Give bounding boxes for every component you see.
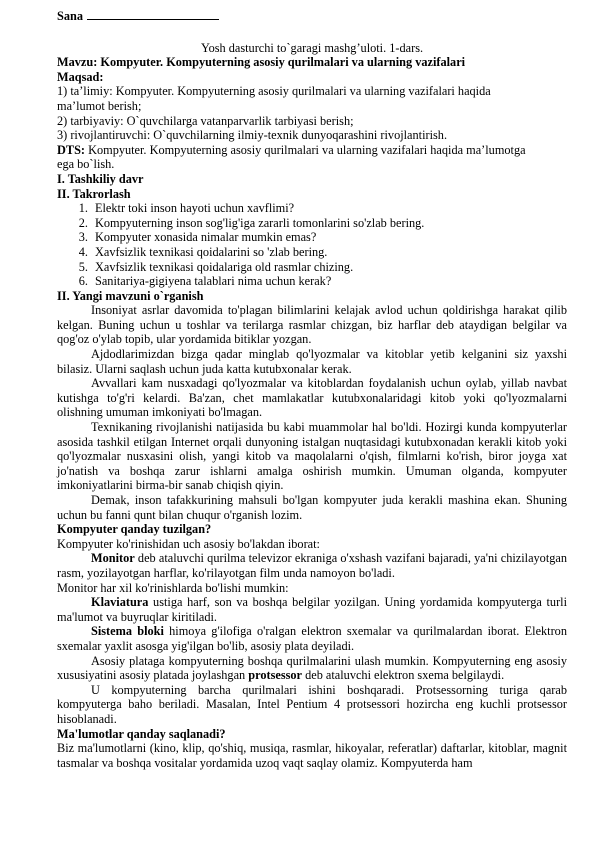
section-new-topic: II. Yangi mavzuni o`rganish (57, 288, 204, 303)
monitor-paragraph (57, 551, 567, 580)
paragraph: Avvallari kam nusxadagi qo'lyozmalar va kitoblardan foydalanish uchun oylab, yillab navbat kutishga to'g'ri kelardi. Ba'zan, chet mamlakatlar kutubxonalaridagi kitob yoki qo'lyozmalarni olishning umuman imkoniyati bo'lmagan. (57, 376, 567, 420)
motherboard-text-after: deb ataluvchi elektron sxema belgilaydi. (302, 668, 505, 683)
list-item: 2. Kompyuterning inson sog'lig'iga zararli tomonlarini so'zlab bering. (91, 216, 567, 231)
system-unit-text: himoya g'ilofiga o'ralgan elektron sxemalar va qurilmalardan iborat. Elektron sxemalar yaxlit asosga yig'ilgan bo'lib, asosiy plata deyiladi. (57, 624, 567, 653)
monitor-text: deb ataluvchi qurilma televizor ekraniga o'xshash vazifani bajaradi, ya'ni chizilayotgan rasm, yozilayotgan harflar, ko'rilayotgan film unda namoyon bo'ladi. (57, 551, 567, 580)
goal-item-2: 2) tarbiyaviy: O`quvchilarga vatanparvarlik tarbiyasi berish; (57, 113, 354, 128)
storage-paragraph: Biz ma'lumotlarni (kino, klip, qo'shiq, musiqa, rasmlar, hikoyalar, referatlar) daftarlar, kitoblar, magnit tasmalar va boshqa vositalar yordamida uzoq vaqt saqlay olamiz. Kompyuterda ham (57, 741, 567, 770)
section-review: II. Takrorlash (57, 186, 131, 201)
computer-structure-intro: Kompyuter ko'rinishidan uch asosiy bo'lakdan iborat: (57, 536, 320, 551)
list-item: 3. Kompyuter xonasida nimalar mumkin emas? (91, 230, 567, 245)
goal-item-1: 1) ta’limiy: Kompyuter. Kompyuterning asosiy qurilmalari va ularning vazifalari haqida ma’lumot berish; (57, 84, 491, 113)
motherboard-paragraph (57, 654, 567, 683)
list-item: 1. Elektr toki inson hayoti uchun xavflimi? (91, 201, 567, 216)
processor-term: protsessor (248, 668, 303, 683)
paragraph: Texnikaning rivojlanishi natijasida bu kabi muammolar hal bo'ldi. Hozirgi kunda kompyuterlar asosida tashkil etilgan Internet orqali dunyoning istalgan nuqtasidagi kutubxonadan kerakli kitob yoki qo'lyozmalar nusxasini olish, yangi kitob va maqolalarni o'qish, filmlarni ko'rish, biror joyga xat jo'natish va boshqa zarur ishlarni amalga oshirish mumkin. Umuman olganda, kompyuter imkoniyatlarini birma-bir sanab chiqish qiyin. (57, 420, 567, 493)
date-field (57, 8, 567, 24)
date-label: Sana (57, 9, 83, 23)
goal-label: Maqsad: (57, 69, 104, 84)
paragraph: Insoniyat asrlar davomida to'plagan bilimlarini kelajak avlod uchun qoldirishga harakat qilib kelgan. Buning uchun u toshlar va terilarga rasmlar chizgan, biz harflar deb ataydigan belgilar va qog'oz o'ylab topib, ular yordamida bitiklar yozgan. (57, 303, 567, 347)
date-blank-line (87, 8, 219, 20)
keyboard-term: Klaviatura (91, 595, 149, 610)
paragraph: Ajdodlarimizdan bizga qadar minglab qo'lyozmalar va kitoblar yetib kelganini siz yaxshi bilasiz. Ularni saqlash uchun juda katta kutubxonalar kerak. (57, 347, 567, 376)
processor-paragraph: U kompyuterning barcha qurilmalari ishini boshqaradi. Protsessorning turiga qarab kompyuterga baho beriladi. Masalan, Intel Pentium 4 protsessori hozircha eng kuchli protsessor hisoblanadi. (57, 682, 567, 726)
review-questions-list (57, 201, 567, 289)
topic-line (57, 55, 567, 70)
dts-line (57, 143, 537, 172)
monitor-note: Monitor har xil ko'rinishlarda bo'lishi mumkin: (57, 580, 289, 595)
topic-text: Kompyuter. Kompyuterning asosiy qurilmalari va ularning vazifalari (100, 55, 466, 70)
section-organizational: I. Tashkiliy davr (57, 171, 144, 186)
dts-text: Kompyuter. Kompyuterning asosiy qurilmalari va ularning vazifalari haqida ma’lumotga ega bo`lish. (57, 142, 526, 172)
monitor-term: Monitor (91, 551, 135, 566)
keyboard-text: ustiga harf, son va boshqa belgilar yozilgan. Uning yordamida kompyuterga turli ma'lumot va buyruqlar kiritiladi. (57, 595, 567, 624)
topic-label: Mavzu: (57, 55, 98, 70)
storage-heading: Ma'lumotlar qanday saqlanadi? (57, 726, 226, 741)
computer-structure-heading: Kompyuter qanday tuzilgan? (57, 522, 212, 537)
list-item: 6. Sanitariya-gigiyena talablari nima uchun kerak? (91, 274, 567, 289)
motherboard-text-before: Asosiy plataga kompyuterning boshqa qurilmalarini ulash mumkin. Kompyuterning eng asosiy xususiyatini asosiy platada joylashgan (57, 653, 567, 683)
list-item: 4. Xavfsizlik texnikasi qoidalarini so 'zlab bering. (91, 245, 567, 260)
lesson-header: Yosh dasturchi to`garagi mashg’uloti. 1-dars. (200, 40, 424, 55)
system-unit-term: Sistema bloki (91, 624, 164, 639)
list-item: 5. Xavfsizlik texnikasi qoidalariga old rasmlar chizing. (91, 260, 567, 275)
document-page (57, 8, 567, 770)
dts-label: DTS: (57, 142, 86, 157)
paragraph: Demak, inson tafakkurining mahsuli bo'lgan kompyuter juda kerakli mashina ekan. Shuning uchun bu fanni qunt bilan chuqur o'rganish lozim. (57, 493, 567, 522)
system-unit-paragraph (57, 624, 567, 653)
goal-item-3: 3) rivojlantiruvchi: O`quvchilarning ilmiy-texnik dunyoqarashini rivojlantirish. (57, 128, 448, 143)
keyboard-paragraph (57, 595, 567, 624)
